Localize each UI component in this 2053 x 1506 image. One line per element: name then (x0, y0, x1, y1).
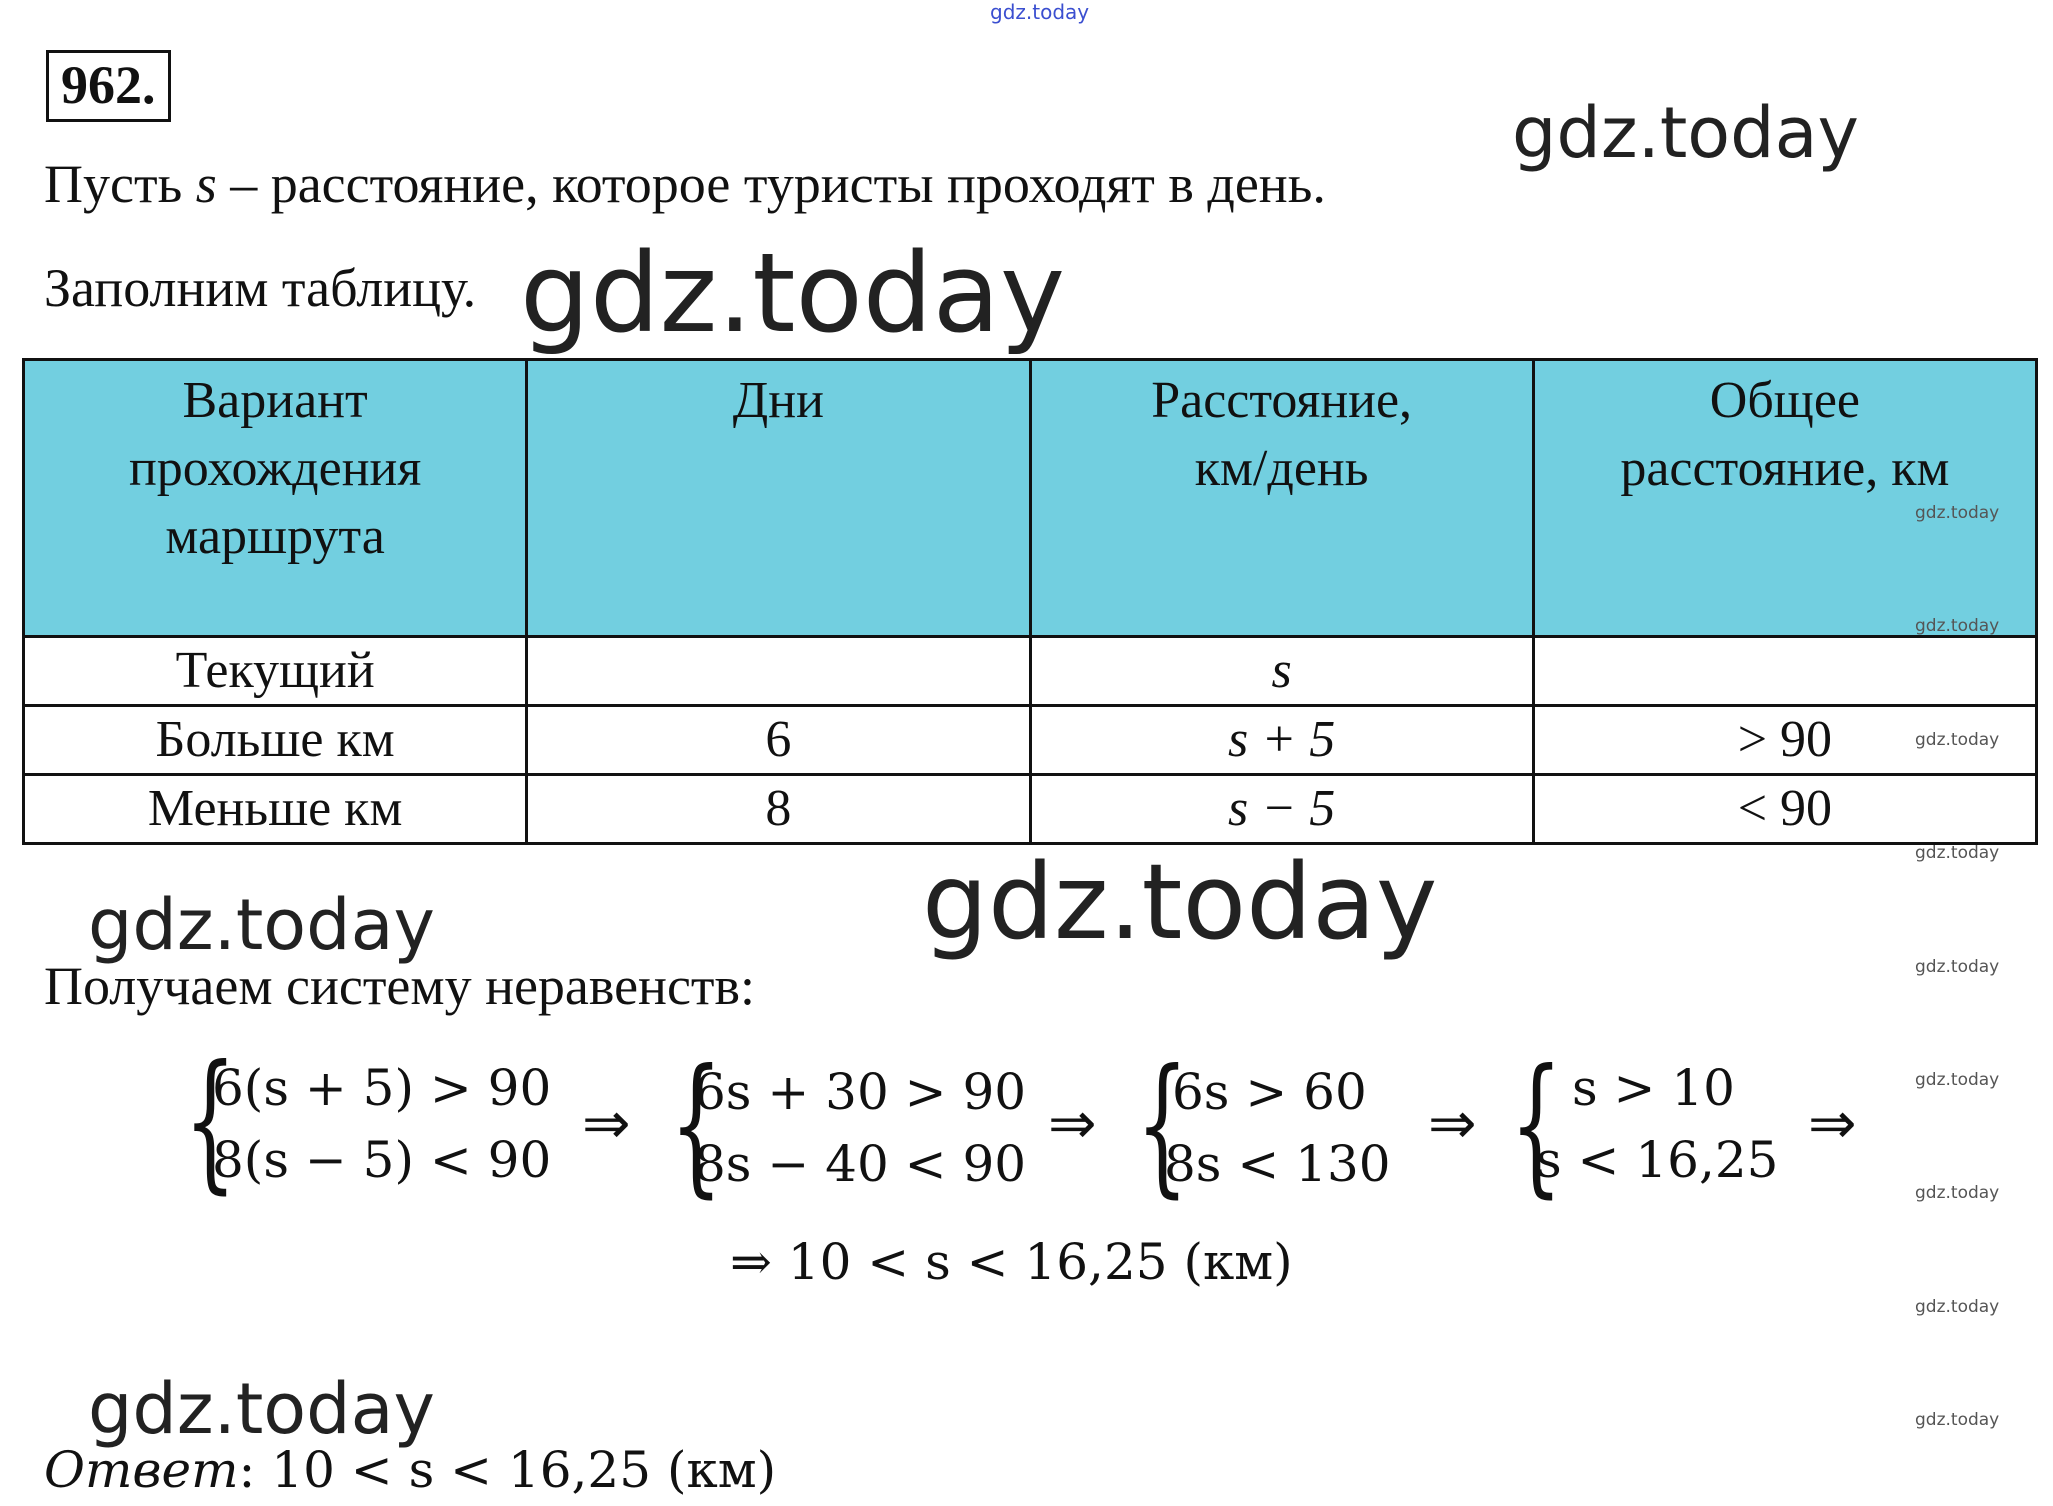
system-3-top: 6s > 60 (1172, 1063, 1367, 1121)
watermark-large-3: gdz.today (88, 884, 435, 966)
intro-prefix: Пусть (44, 154, 196, 214)
header-days (527, 360, 1030, 637)
conclusion: ⇒ 10 < s < 16,25 (км) (730, 1233, 1293, 1291)
intro-suffix: – расстояние, которое туристы проходят в день. (216, 154, 1326, 214)
intro-line-1 (44, 152, 1326, 216)
implies-arrow-3: ⇒ (1428, 1089, 1477, 1157)
watermark-side-9: gdz.today (1915, 1410, 2000, 1430)
answer-label: Ответ (44, 1441, 239, 1499)
cell-speed: s + 5 (1030, 706, 1533, 775)
brace-1: { (184, 1034, 237, 1208)
cell-speed: s − 5 (1030, 775, 1533, 844)
implies-arrow-4: ⇒ (1808, 1089, 1857, 1157)
implies-arrow-1: ⇒ (582, 1089, 631, 1157)
system-1-bottom: 8(s − 5) < 90 (212, 1131, 552, 1189)
system-4-top: s > 10 (1572, 1059, 1735, 1117)
watermark-large-1: gdz.today (1512, 92, 1859, 174)
cell-days: 8 (527, 775, 1030, 844)
header-variant-line: Вариант (182, 372, 368, 429)
header-speed-line: Расстояние, (1151, 372, 1413, 429)
header-total-line: Общее (1709, 372, 1860, 429)
watermark-side-5: gdz.today (1915, 957, 2000, 977)
table-row (24, 775, 2037, 844)
watermark-side-7: gdz.today (1915, 1183, 2000, 1203)
header-total-line: расстояние, км (1620, 440, 1950, 497)
watermark-side-3: gdz.today (1915, 730, 2000, 750)
watermark-side-4: gdz.today (1915, 843, 2000, 863)
system-1-top: 6(s + 5) > 90 (212, 1059, 552, 1117)
system-4 (1536, 1052, 1778, 1196)
cell-days: 6 (527, 706, 1030, 775)
system-intro: Получаем систему неравенств: (44, 956, 756, 1016)
header-total (1533, 360, 2036, 637)
answer (44, 1434, 776, 1506)
header-variant (24, 360, 527, 637)
variable-s: s (195, 154, 217, 214)
watermark-side-1: gdz.today (1915, 503, 2000, 523)
watermark-large-5: gdz.today (88, 1368, 435, 1450)
cell-variant: Меньше км (24, 775, 527, 844)
cell-total (1533, 637, 2036, 706)
header-speed-line: км/день (1194, 440, 1369, 497)
watermark-side-2: gdz.today (1915, 616, 2000, 636)
header-variant-line: прохождения (128, 440, 422, 497)
brace-4: { (1510, 1038, 1563, 1212)
cell-variant: Больше км (24, 706, 527, 775)
system-3 (1164, 1056, 1391, 1200)
cell-total: > 90 (1533, 706, 2036, 775)
watermark-large-2: gdz.today (520, 229, 1066, 357)
intro-line-2: Заполним таблицу. (44, 258, 477, 318)
cell-total: < 90 (1533, 775, 2036, 844)
answer-colon: : (238, 1441, 256, 1499)
system-2-bottom: 8s − 40 < 90 (694, 1135, 1027, 1193)
answer-value: 10 < s < 16,25 (км) (255, 1441, 777, 1499)
header-days-line: Дни (732, 372, 824, 429)
table-row (24, 706, 2037, 775)
cell-days (527, 637, 1030, 706)
watermark-side-8: gdz.today (1915, 1297, 2000, 1317)
system-4-bottom: s < 16,25 (1536, 1131, 1779, 1189)
problem-number: 962. (46, 50, 171, 122)
cell-variant: Текущий (24, 637, 527, 706)
header-speed (1030, 360, 1533, 637)
system-2 (694, 1056, 1026, 1200)
cell-speed: s (1030, 637, 1533, 706)
route-table (22, 358, 2038, 844)
brace-2: { (670, 1038, 723, 1212)
table-row (24, 637, 2037, 706)
implies-arrow-2: ⇒ (1048, 1089, 1097, 1157)
watermark-large-4: gdz.today (922, 841, 1438, 963)
system-1 (212, 1052, 551, 1196)
header-variant-line: маршрута (165, 508, 385, 565)
system-3-bottom: 8s < 130 (1164, 1135, 1391, 1193)
watermark-side-6: gdz.today (1915, 1070, 2000, 1090)
brace-3: { (1136, 1038, 1189, 1212)
system-2-top: 6s + 30 > 90 (694, 1063, 1027, 1121)
watermark-top: gdz.today (990, 0, 1090, 24)
